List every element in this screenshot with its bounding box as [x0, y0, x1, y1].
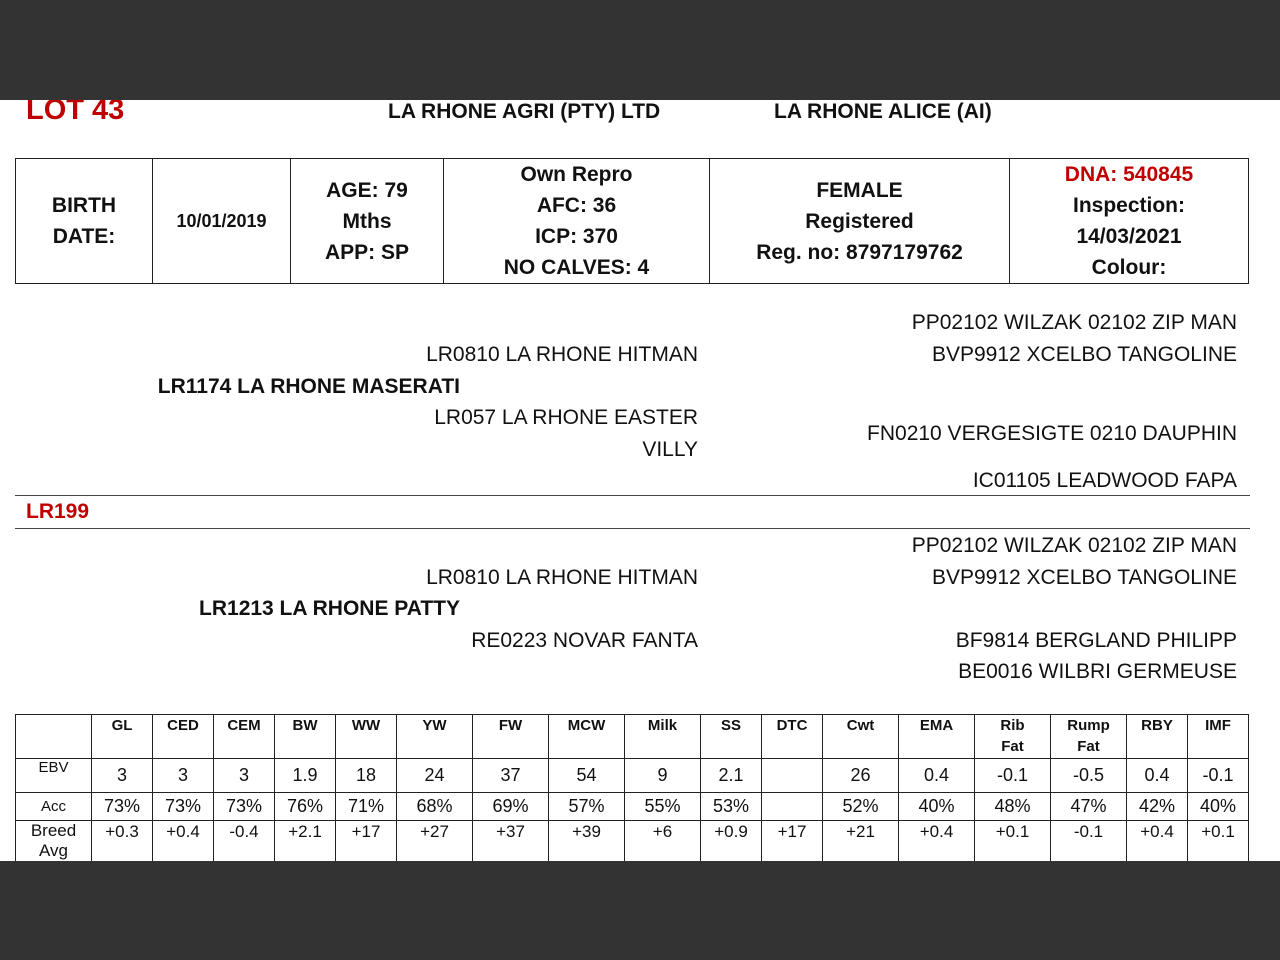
dam-sire: LR0810 LA RHONE HITMAN [426, 566, 698, 589]
accuracy-value: 57% [549, 793, 625, 821]
trait-header: CED [153, 715, 214, 759]
sire-dam-line1: LR057 LA RHONE EASTER [434, 406, 698, 429]
ebv-value: 54 [549, 759, 625, 793]
accuracy-row [16, 793, 1249, 821]
registration-cell: FEMALE Registered Reg. no: 8797179762 [710, 159, 1010, 284]
ebv-value: 26 [823, 759, 899, 793]
dam-dam: RE0223 NOVAR FANTA [471, 629, 698, 652]
birth-date-label: BIRTH DATE: [16, 159, 153, 284]
sire-sire: LR0810 LA RHONE HITMAN [426, 343, 698, 366]
breed-average-value: +0.9 [701, 821, 762, 862]
breed-average-value: +0.1 [975, 821, 1051, 862]
sire-grandsire-3: FN0210 VERGESIGTE 0210 DAUPHIN [867, 422, 1237, 445]
bottom-dark-bar [0, 861, 1280, 960]
breed-average-value: +37 [473, 821, 549, 862]
breed-average-value: +17 [336, 821, 397, 862]
trait-header: MCW [549, 715, 625, 759]
ebv-value: 2.1 [701, 759, 762, 793]
accuracy-value: 73% [153, 793, 214, 821]
trait-header: DTC [762, 715, 823, 759]
breed-average-value: +6 [625, 821, 701, 862]
breed-average-value: +2.1 [275, 821, 336, 862]
repro-cell: Own Repro AFC: 36 ICP: 370 NO CALVES: 4 [444, 159, 710, 284]
ebv-value: 0.4 [1127, 759, 1188, 793]
breed-average-value: +0.3 [92, 821, 153, 862]
ebv-row [16, 759, 1249, 793]
accuracy-value [762, 793, 823, 821]
accuracy-value: 40% [899, 793, 975, 821]
ebv-value: 18 [336, 759, 397, 793]
accuracy-value: 47% [1051, 793, 1127, 821]
divider [15, 528, 1250, 529]
accuracy-value: 71% [336, 793, 397, 821]
breed-average-value: +27 [397, 821, 473, 862]
ebv-value: 3 [92, 759, 153, 793]
breed-average-value: -0.1 [1051, 821, 1127, 862]
dna-number: DNA: 540845 [1064, 163, 1194, 186]
breed-average-value: +21 [823, 821, 899, 862]
trait-header: YW [397, 715, 473, 759]
sire-name: LR1174 LA RHONE MASERATI [157, 375, 460, 398]
ebv-value: 0.4 [899, 759, 975, 793]
trait-header: GL [92, 715, 153, 759]
animal-name: LA RHONE ALICE (AI) [774, 100, 992, 123]
breed-average-value: +0.4 [153, 821, 214, 862]
trait-header: Milk [625, 715, 701, 759]
row-label: Breed Avg [16, 821, 92, 862]
dam-name: LR1213 LA RHONE PATTY [199, 597, 460, 620]
dam-grandsire-2: BVP9912 XCELBO TANGOLINE [931, 566, 1237, 589]
ebv-value [762, 759, 823, 793]
trait-header: FW [473, 715, 549, 759]
accuracy-value: 73% [92, 793, 153, 821]
sire-dam-line2: VILLY [642, 438, 698, 461]
dam-code: LR199 [26, 500, 90, 523]
dam-grandsire-4: BE0016 WILBRI GERMEUSE [958, 660, 1237, 683]
ebv-header-row [16, 715, 1249, 759]
accuracy-value: 69% [473, 793, 549, 821]
trait-header: IMF [1188, 715, 1249, 759]
sire-grandsire-4: IC01105 LEADWOOD FAPA [972, 469, 1237, 492]
accuracy-value: 55% [625, 793, 701, 821]
divider [15, 495, 1250, 496]
accuracy-value: 52% [823, 793, 899, 821]
trait-header: Cwt [823, 715, 899, 759]
breed-average-row [16, 821, 1249, 862]
sire-grandsire-2: BVP9912 XCELBO TANGOLINE [931, 343, 1237, 366]
ebv-value: 24 [397, 759, 473, 793]
sire-grandsire-1: PP02102 WILZAK 02102 ZIP MAN [911, 311, 1237, 334]
animal-info-table [15, 158, 1249, 284]
ebv-value: 9 [625, 759, 701, 793]
accuracy-value: 68% [397, 793, 473, 821]
accuracy-value: 42% [1127, 793, 1188, 821]
breed-average-value: +39 [549, 821, 625, 862]
accuracy-value: 40% [1188, 793, 1249, 821]
ebv-value: 3 [153, 759, 214, 793]
trait-header: EMA [899, 715, 975, 759]
ebv-value: 37 [473, 759, 549, 793]
ebv-value: -0.5 [1051, 759, 1127, 793]
dam-grandsire-3: BF9814 BERGLAND PHILIPP [955, 629, 1237, 652]
accuracy-value: 73% [214, 793, 275, 821]
trait-header: Rump Fat [1051, 715, 1127, 759]
trait-header: Rib Fat [975, 715, 1051, 759]
dam-grandsire-1: PP02102 WILZAK 02102 ZIP MAN [911, 534, 1237, 557]
accuracy-value: 48% [975, 793, 1051, 821]
trait-header: WW [336, 715, 397, 759]
birth-date-value: 10/01/2019 [153, 159, 291, 284]
trait-header: CEM [214, 715, 275, 759]
breed-average-value: +0.4 [1127, 821, 1188, 862]
trait-header: BW [275, 715, 336, 759]
breed-average-value: +0.4 [899, 821, 975, 862]
lot-document [0, 100, 1280, 861]
row-label: Acc [16, 793, 92, 821]
ebv-value: -0.1 [975, 759, 1051, 793]
trait-header: SS [701, 715, 762, 759]
lot-number: LOT 43 [26, 100, 125, 126]
ebv-value: -0.1 [1188, 759, 1249, 793]
age-cell: AGE: 79 Mths APP: SP [291, 159, 444, 284]
inspection-cell: DNA: 540845 Inspection: 14/03/2021 Colour: [1010, 159, 1249, 284]
accuracy-value: 53% [701, 793, 762, 821]
owner-name: LA RHONE AGRI (PTY) LTD [388, 100, 661, 123]
ebv-value: 3 [214, 759, 275, 793]
trait-header: RBY [1127, 715, 1188, 759]
breed-average-value: +0.1 [1188, 821, 1249, 862]
accuracy-value: 76% [275, 793, 336, 821]
corner-cell [16, 715, 92, 759]
row-label: EBV [16, 759, 92, 793]
top-dark-bar [0, 0, 1280, 100]
ebv-value: 1.9 [275, 759, 336, 793]
breed-average-value: -0.4 [214, 821, 275, 862]
ebv-table [15, 714, 1249, 861]
breed-average-value: +17 [762, 821, 823, 862]
